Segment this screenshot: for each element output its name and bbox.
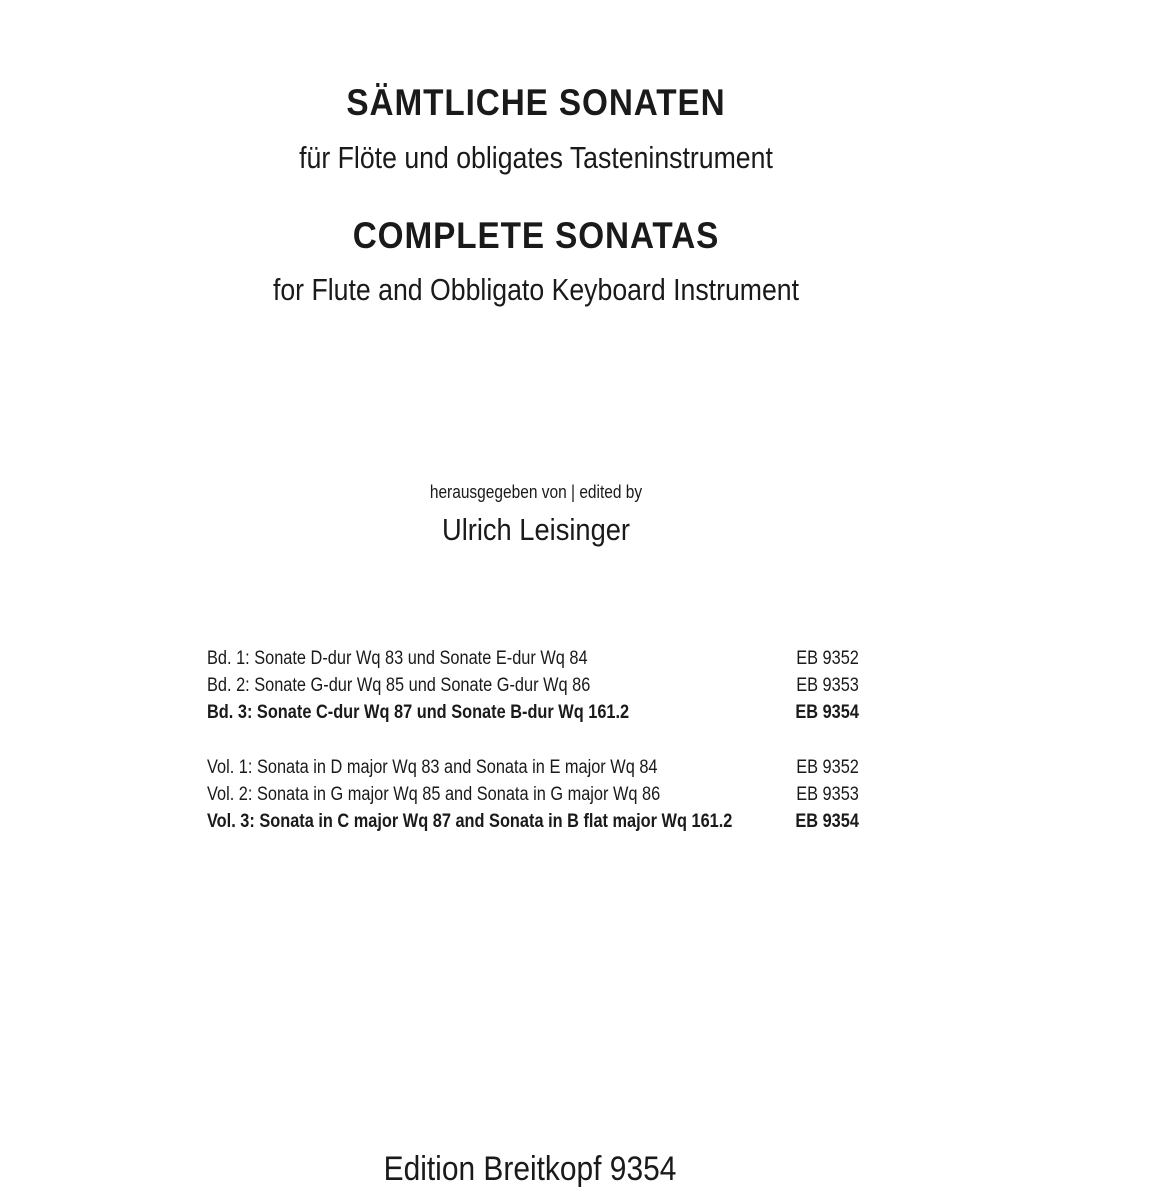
volume-code: EB 9354 xyxy=(795,702,859,723)
volume-label: Vol. 2: Sonata in G major Wq 85 and Sonata in G major Wq 86 xyxy=(207,784,661,805)
volume-row xyxy=(207,672,859,699)
volume-label: Bd. 3: Sonate C-dur Wq 87 und Sonate B-dur Wq 161.2 xyxy=(207,702,630,723)
volume-row-current xyxy=(207,808,859,835)
volume-row xyxy=(207,781,859,808)
volume-label: Vol. 3: Sonata in C major Wq 87 and Sonata in B flat major Wq 161.2 xyxy=(207,811,733,832)
volume-list-english xyxy=(207,754,859,835)
volume-code: EB 9352 xyxy=(796,648,859,669)
publisher-imprint: Edition Breitkopf 9354 xyxy=(383,1150,677,1188)
volume-label: Bd. 2: Sonate G-dur Wq 85 und Sonate G-dur Wq 86 xyxy=(207,675,591,696)
volume-code: EB 9352 xyxy=(796,757,859,778)
volume-row xyxy=(207,754,859,781)
volume-label: Bd. 1: Sonate D-dur Wq 83 und Sonate E-dur Wq 84 xyxy=(207,648,588,669)
volume-list-german xyxy=(207,645,859,726)
volume-row xyxy=(207,645,859,672)
volume-code: EB 9353 xyxy=(796,675,859,696)
edited-by-label: herausgegeben von | edited by xyxy=(429,482,643,502)
volume-row-current xyxy=(207,699,859,726)
title-english: COMPLETE SONATAS xyxy=(352,215,720,256)
editor-name: Ulrich Leisinger xyxy=(441,512,630,547)
subtitle-english: for Flute and Obbligato Keyboard Instrument xyxy=(272,272,800,307)
title-german: SÄMTLICHE SONATEN xyxy=(346,82,726,123)
subtitle-german: für Flöte und obligates Tasteninstrument xyxy=(299,140,773,175)
volume-code: EB 9354 xyxy=(795,811,859,832)
volume-label: Vol. 1: Sonata in D major Wq 83 and Sonata in E major Wq 84 xyxy=(207,757,658,778)
volume-code: EB 9353 xyxy=(796,784,859,805)
